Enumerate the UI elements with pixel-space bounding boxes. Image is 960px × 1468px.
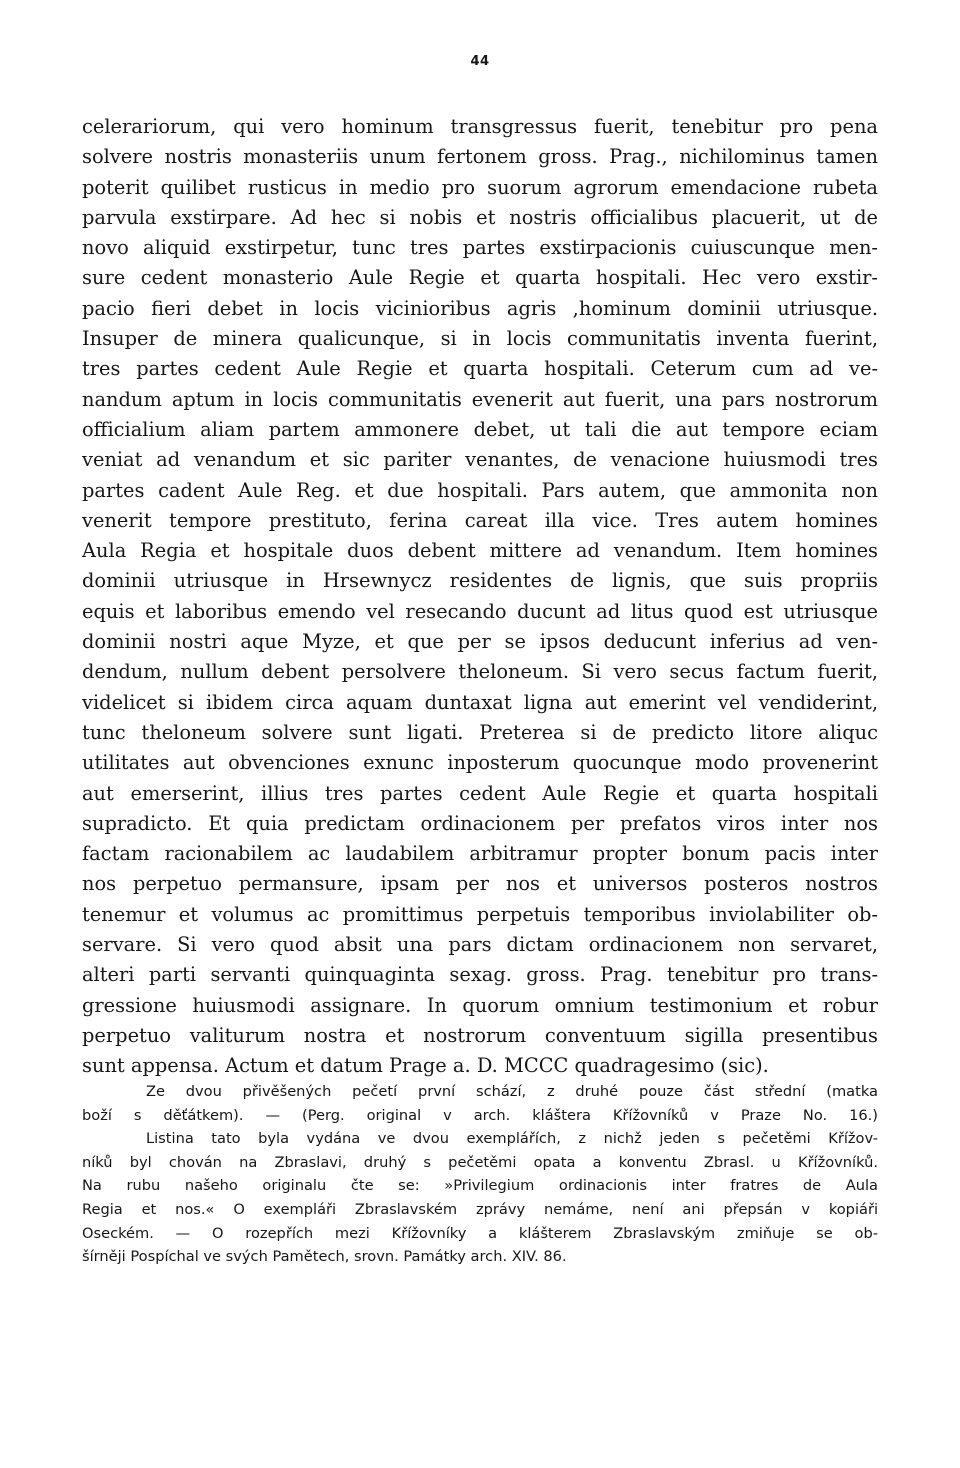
- text-line: Insuper de minera qualicunque, si in locis communitatis inventa fuerint,: [82, 327, 878, 351]
- text-line: perpetuo valiturum nostra et nostrorum conventuum sigilla presentibus: [82, 1023, 878, 1047]
- text-line: tres partes cedent Aule Regie et quarta hospitali. Ceterum cum ad ve-: [82, 357, 878, 381]
- text-line: supradicto. Et quia predictam ordinacionem per prefatos viros inter nos: [82, 811, 878, 835]
- note-line: níků byl chován na Zbraslavi, druhý s pečetěmi opata a konventu Zbrasl. u Křížovníků.: [82, 1153, 878, 1171]
- footnotes: [82, 1080, 878, 1269]
- text-line: tunc theloneum solvere sunt ligati. Preterea si de predicto litore aliquc: [82, 720, 878, 744]
- text-line: servare. Si vero quod absit una pars dictam ordinacionem non servaret,: [82, 933, 878, 957]
- note-line: Regia et nos.« O exempláři Zbraslavském zprávy nemáme, není ani přepsán v kopiáři: [82, 1200, 878, 1218]
- note-line: Oseckém. — O rozepřích mezi Křížovníky a klášterem Zbraslavským zmiňuje se ob-: [82, 1224, 878, 1242]
- text-line: partes cadent Aule Reg. et due hospitali. Pars autem, que ammonita non: [82, 478, 878, 502]
- text-line: novo aliquid exstirpetur, tunc tres partes exstirpacionis cuiuscunque men-: [82, 236, 878, 260]
- text-line: sure cedent monasterio Aule Regie et quarta hospitali. Hec vero exstir-: [82, 266, 878, 290]
- text-line: dendum, nullum debent persolvere theloneum. Si vero secus factum fuerit,: [82, 660, 878, 684]
- text-line: parvula exstirpare. Ad hec si nobis et nostris officialibus placuerit, ut de: [82, 205, 878, 229]
- text-line: poterit quilibet rusticus in medio pro suorum agrorum emendacione rubeta: [82, 175, 878, 199]
- main-text: [82, 112, 878, 1082]
- note-line: boží s děťátkem). — (Perg. original v arch. kláštera Křížovníků v Praze No. 16.): [82, 1106, 878, 1124]
- text-line: officialium aliam partem ammonere debet, ut tali die aut tempore eciam: [82, 417, 878, 441]
- text-line: Aula Regia et hospitale duos debent mittere ad venandum. Item homines: [82, 539, 878, 563]
- text-line: veniat ad venandum et sic pariter venantes, de venacione huiusmodi tres: [82, 448, 878, 472]
- text-line: pacio fieri debet in locis vicinioribus agris ,hominum dominii utriusque.: [82, 296, 878, 320]
- page-number: 44: [470, 54, 490, 69]
- text-line: nos perpetuo permansure, ipsam per nos et universos posteros nostros: [82, 872, 878, 896]
- text-line: alteri parti servanti quinquaginta sexag. gross. Prag. tenebitur pro trans-: [82, 963, 878, 987]
- text-line: solvere nostris monasteriis unum fertonem gross. Prag., nichilominus tamen: [82, 145, 878, 169]
- text-line: equis et laboribus emendo vel resecando ducunt ad litus quod est utriusque: [82, 599, 878, 623]
- text-line: dominii nostri aque Myze, et que per se ipsos deducunt inferius ad ven-: [82, 630, 878, 654]
- text-line: utilitates aut obvenciones exnunc inposterum quocunque modo provenerint: [82, 751, 878, 775]
- note-line: Na rubu našeho originalu čte se: »Privilegium ordinacionis inter fratres de Aula: [82, 1177, 878, 1195]
- text-line: celerariorum, qui vero hominum transgressus fuerit, tenebitur pro pena: [82, 115, 878, 138]
- note-line: šírněji Pospíchal ve svých Pamětech, srovn. Památky arch. XIV. 86.: [82, 1248, 567, 1266]
- text-line: videlicet si ibidem circa aquam duntaxat ligna aut emerint vel vendiderint,: [82, 690, 878, 714]
- text-line: aut emerserint, illius tres partes cedent Aule Regie et quarta hospitali: [82, 781, 878, 805]
- text-line: gressione huiusmodi assignare. In quorum omnium testimonium et robur: [82, 993, 878, 1017]
- note-line: Listina tato byla vydána ve dvou exemplářích, z nichž jeden s pečetěmi Křížov-: [146, 1130, 878, 1148]
- text-line: sunt appensa. Actum et datum Prage a. D. MCCC quadragesimo (sic).: [82, 1054, 769, 1078]
- text-line: venerit tempore prestituto, ferina careat illa vice. Tres autem homines: [82, 508, 878, 532]
- note-line: Ze dvou přivěšených pečetí první schází, z druhé pouze část střední (matka: [146, 1083, 878, 1100]
- text-line: nandum aptum in locis communitatis evenerit aut fuerit, una pars nostrorum: [82, 387, 878, 411]
- text-line: tenemur et volumus ac promittimus perpetuis temporibus inviolabiliter ob-: [82, 902, 878, 926]
- text-line: dominii utriusque in Hrsewnycz residentes de lignis, que suis propriis: [82, 569, 878, 593]
- text-line: factam racionabilem ac laudabilem arbitramur propter bonum pacis inter: [82, 842, 878, 866]
